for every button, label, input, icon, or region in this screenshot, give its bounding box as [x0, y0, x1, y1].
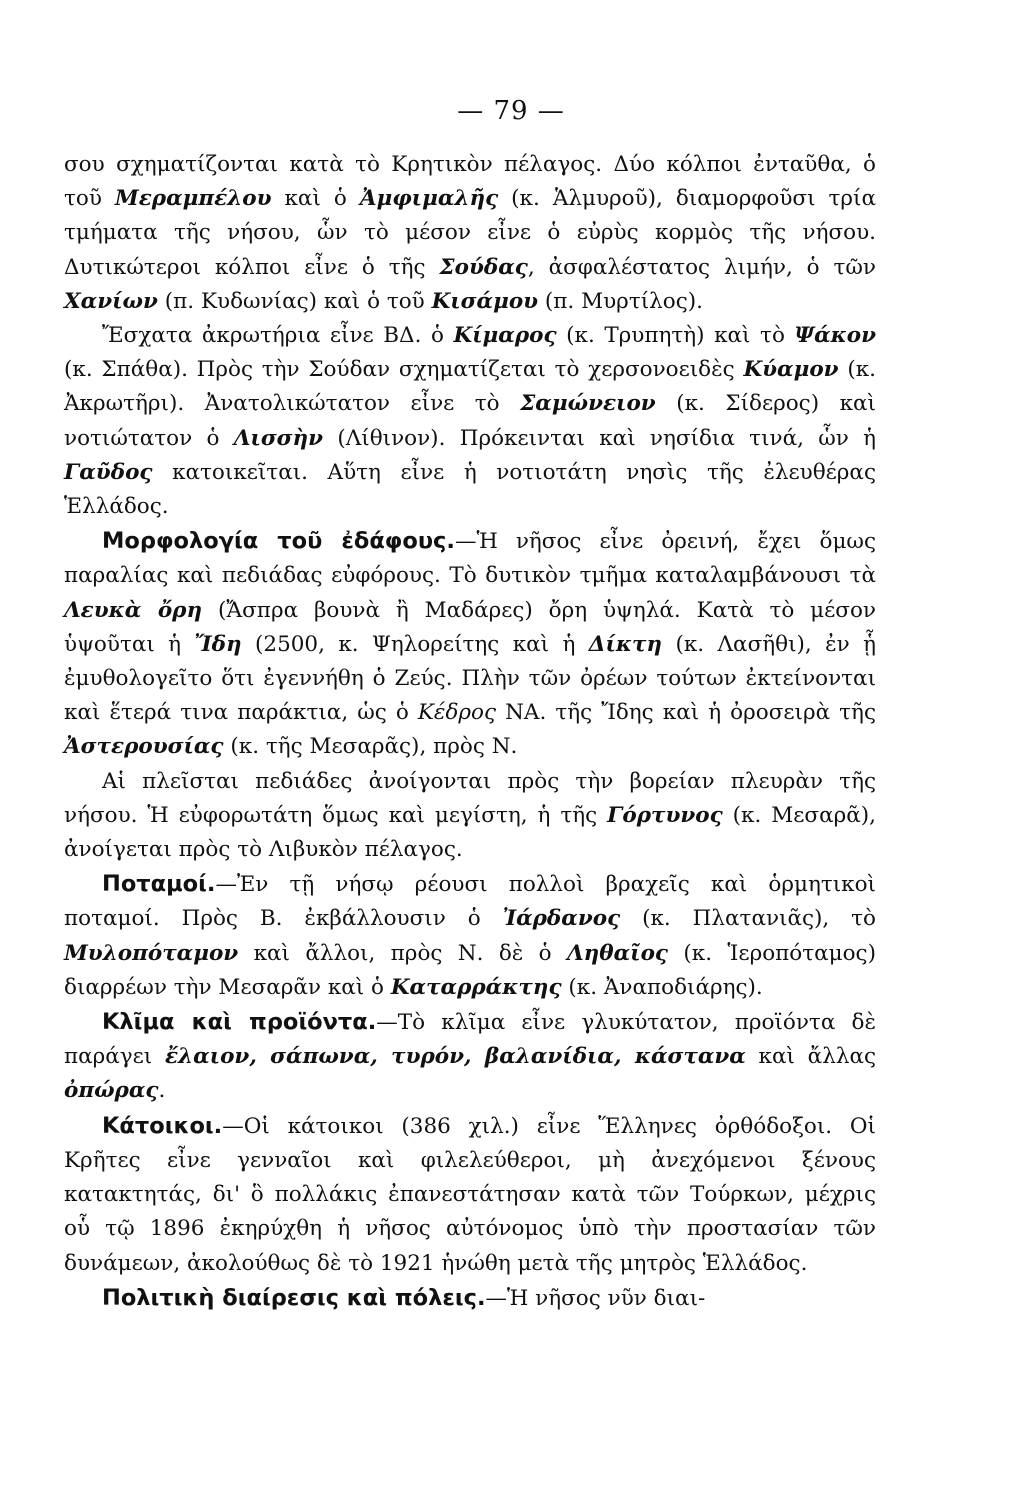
- paragraph-inhabitants: Κάτοικοι.—Οἱ κάτοικοι (386 χιλ.) εἶνε Ἕλληνες ὀρθόδοξοι. Οἱ Κρῆτες εἶνε γενναῖοι καὶ φιλελεύθεροι, μὴ ἀνεχόμενοι ξένους κατακτητάς, δι' ὃ πολλάκις ἐπανεστάτησαν κατὰ τῶν Τούρκων, μέχρις οὗ τῷ 1896 ἐκηρύχθη ἡ νῆσος αὐτόνομος ὑπὸ τὴν προστασίαν τῶν δυνάμεων, ἀκολούθως δὲ τὸ 1921 ἡνώθη μετὰ τῆς μητρὸς Ἑλλάδος.: [64, 1112, 876, 1276]
- paragraph-plains: Αἱ πλεῖσται πεδιάδες ἀνοίγονται πρὸς τὴν βορείαν πλευρὰν τῆς νήσου. Ἡ εὐφορωτάτη ὅμως καὶ μεγίστη, ἡ τῆς Γόρτυνος (κ. Μεσαρᾶ), ἀνοίγεται πρὸς τὸ Λιβυκὸν πέλαγος.: [64, 768, 876, 863]
- place-name: Γαῦδος: [64, 459, 153, 485]
- paragraph-capes: Ἔσχατα ἀκρωτήρια εἶνε ΒΔ. ὁ Κίμαρος (κ. Τρυπητὴ) καὶ τὸ Ψάκον (κ. Σπάθα). Πρὸς τὴν Σούδαν σχηματίζεται τὸ χερσονοειδὲς Κύαμον (κ. Ἀκρωτῆρι). Ἀνατολικώτατον εἶνε τὸ Σαμώνειον (κ. Σίδερος) καὶ νοτιώτατον ὁ Λισσὴν (Λίθινον). Πρόκεινται καὶ νησίδια τινά, ὧν ἡ Γαῦδος κατοικεῖται. Αὕτη εἶνε ἡ νοτιοτάτη νησὶς τῆς ἐλευθέρας Ἑλλάδος.: [64, 323, 876, 520]
- place-name: Κισάμου: [431, 288, 539, 314]
- section-heading: Κλῖμα καὶ προϊόντα.: [102, 1009, 377, 1036]
- paragraph-rivers: Ποταμοί.—Ἐν τῇ νήσῳ ρέουσι πολλοὶ βραχεῖς καὶ ὁρμητικοὶ ποταμοί. Πρὸς Β. ἐκβάλλουσιν ὁ Ἰάρδανος (κ. Πλατανιᾶς), τὸ Μυλοπόταμον καὶ ἄλλοι, πρὸς Ν. δὲ ὁ Ληθαῖος (κ. Ἱεροπόταμος) διαρρέων τὴν Μεσαρᾶν καὶ ὁ Καταρράκτης (κ. Ἀναποδιάρης).: [64, 871, 876, 1000]
- page-body: [64, 148, 876, 1316]
- place-name: Ἴδη: [194, 631, 242, 657]
- place-name: Ἰάρδανος: [502, 906, 621, 932]
- products-list: ἔλαιον, σάπωνα, τυρόν, βαλανίδια, κάστανα: [164, 1044, 746, 1070]
- paragraph-climate: Κλῖμα καὶ προϊόντα.—Τὸ κλῖμα εἶνε γλυκύτατον, προϊόντα δὲ παράγει ἔλαιον, σάπωνα, τυρόν, βαλανίδια, κάστανα καὶ ἄλλας ὀπώρας.: [64, 1009, 877, 1104]
- section-heading: Ποταμοί.: [102, 871, 216, 898]
- place-name: Κύαμον: [743, 357, 839, 383]
- paragraph-gulfs: σου σχηματίζονται κατὰ τὸ Κρητικὸν πέλαγος. Δύο κόλποι ἐνταῦθα, ὁ τοῦ Μεραμπέλου καὶ ὁ Ἀμφιμαλῆς (κ. Ἁλμυροῦ), διαμορφοῦσι τρία τμήματα τῆς νήσου, ὧν τὸ μέσον εἶνε ὁ εὐρὺς κορμὸς τῆς νήσου. Δυτικώτεροι κόλποι εἶνε ὁ τῆς Σούδας, ἀσφαλέστατος λιμήν, ὁ τῶν Χανίων (π. Κυδωνίας) καὶ ὁ τοῦ Κισάμου (π. Μυρτίλος).: [64, 152, 876, 314]
- place-name: Δίκτη: [588, 631, 663, 657]
- paragraph-division: Πολιτικὴ διαίρεσις καὶ πόλεις.—Ἡ νῆσος νῦν διαι-: [102, 1284, 706, 1311]
- place-name: Καταρράκτης: [390, 974, 562, 1000]
- page-number: — 79 —: [457, 96, 565, 126]
- place-name: Σαμώνειον: [520, 391, 656, 417]
- product-name: ὀπώρας: [64, 1078, 159, 1104]
- place-name: Μεραμπέλου: [114, 186, 272, 212]
- place-name: Κίμαρος: [453, 323, 557, 349]
- place-name: Κέδρος: [417, 700, 497, 726]
- place-name: Λευκὰ ὄρη: [64, 597, 203, 623]
- section-heading: Κάτοικοι.: [102, 1112, 223, 1139]
- section-heading: Μορφολογία τοῦ ἐδάφους.: [102, 528, 455, 555]
- place-name: Ἀμφιμαλῆς: [359, 186, 499, 212]
- place-name: Λισσὴν: [233, 425, 324, 451]
- paragraph-morphology: Μορφολογία τοῦ ἐδάφους.—Ἡ νῆσος εἶνε ὀρεινή, ἔχει ὅμως παραλίας καὶ πεδιάδας εὐφόρους. Τὸ δυτικὸν τμῆμα καταλαμβάνουσι τὰ Λευκὰ ὄρη (Ἄσπρα βουνὰ ἢ Μαδάρες) ὄρη ὑψηλά. Κατὰ τὸ μέσον ὑψοῦται ἡ Ἴδη (2500, κ. Ψηλορείτης καὶ ἡ Δίκτη (κ. Λασῆθι), ἐν ᾗ ἐμυθολογεῖτο ὅτι ἐγεννήθη ὁ Ζεύς. Πλὴν τῶν ὀρέων τούτων ἐκτείνονται καὶ ἕτερά τινα παράκτια, ὡς ὁ Κέδρος ΝΑ. τῆς Ἴδης καὶ ἡ ὀροσειρὰ τῆς Ἀστερουσίας (κ. τῆς Μεσαρᾶς), πρὸς Ν.: [64, 528, 876, 760]
- place-name: Γόρτυνος: [607, 802, 723, 828]
- section-heading: Πολιτικὴ διαίρεσις καὶ πόλεις.: [102, 1284, 486, 1311]
- place-name: Χανίων: [64, 288, 158, 314]
- place-name: Ψάκον: [794, 323, 876, 349]
- place-name: Ἀστερουσίας: [64, 734, 224, 760]
- place-name: Μυλοπόταμον: [64, 940, 239, 966]
- place-name: Σούδας: [439, 254, 528, 280]
- place-name: Ληθαῖος: [566, 940, 669, 966]
